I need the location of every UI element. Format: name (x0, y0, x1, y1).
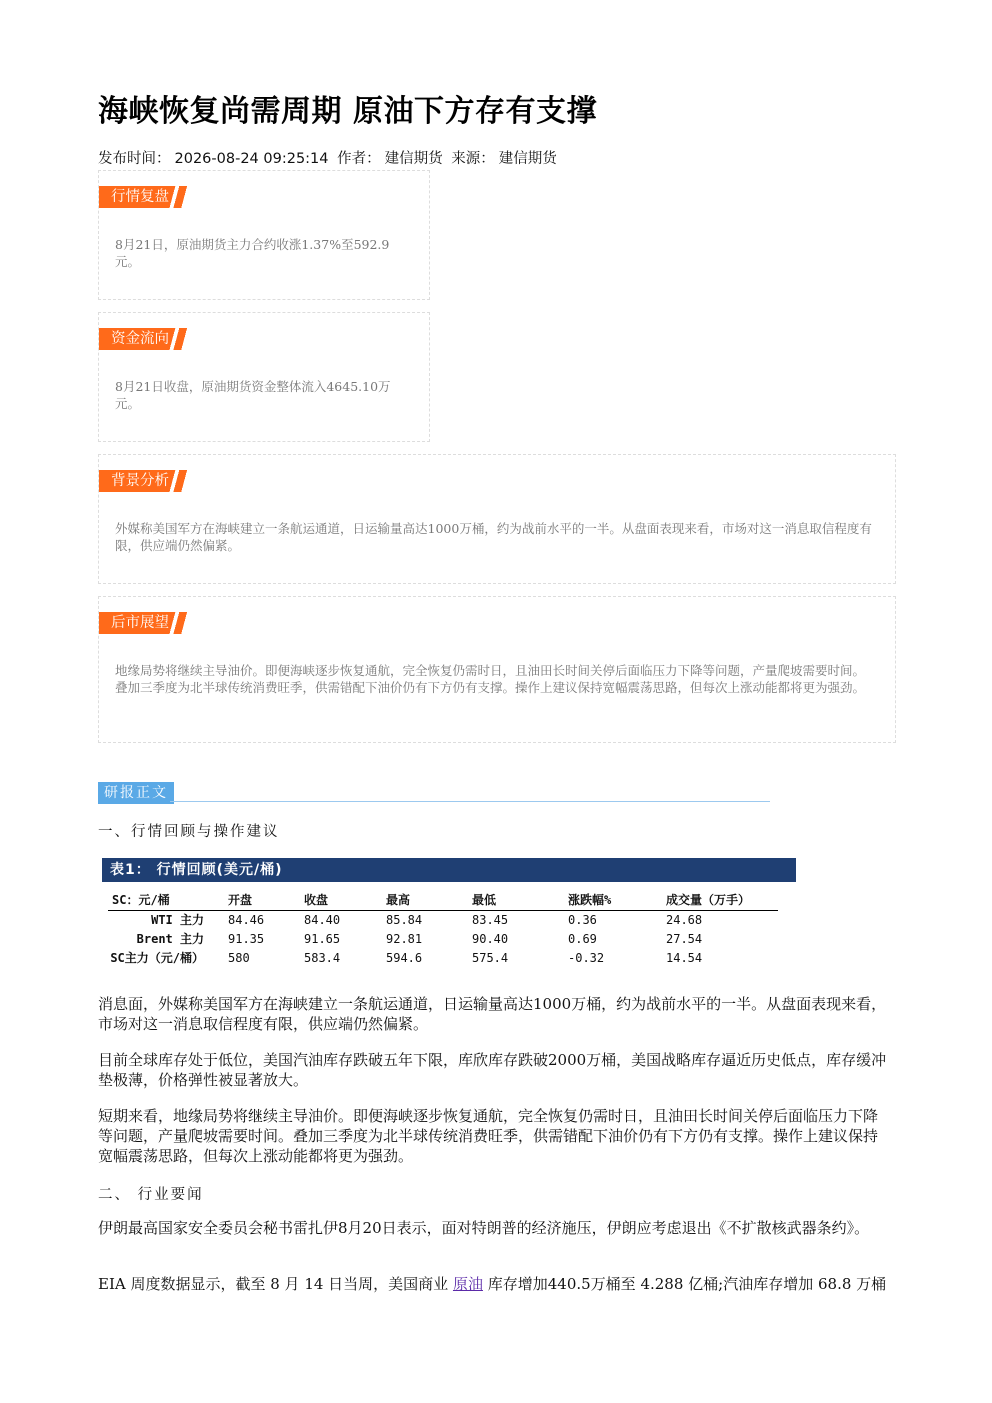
section-heading-review: 一、行情回顾与操作建议 (98, 824, 280, 840)
outlook-tag: 后市展望 (99, 612, 191, 634)
table-cell: 90.40 (472, 932, 509, 946)
outlook-text: 地缘局势将继续主导油价。即便海峡逐步恢复通航，完全恢复仍需时日，且油田长时间关停后面临压力下降等问题，产量爬坡需要时间。叠加三季度为北半球传统消费旺季，供需错配下油价仍有下方仍有支撑。操作上建议保持宽幅震荡思路，但每次上涨动能都将更为强劲。 (115, 663, 866, 695)
publish-label: 发布时间： (98, 151, 171, 167)
table-cell: 27.54 (666, 932, 703, 946)
report-divider (170, 801, 770, 802)
table-row (108, 930, 778, 949)
table-cell: 0.69 (568, 932, 597, 946)
table-cell: 24.68 (666, 913, 703, 927)
paragraph-news: 消息面，外媒称美国军方在海峡建立一条航运通道，日运输量高达1000万桶，约为战前水平的一半。从盘面表现来看，市场对这一消息取信程度有限，供应端仍然偏紧。 (98, 995, 887, 1033)
author-name: 建信期货 (384, 151, 443, 167)
background-box (98, 454, 896, 584)
table-header-cell: 收盘 (304, 893, 329, 907)
table-cell: 85.84 (386, 913, 423, 927)
table-cell: -0.32 (568, 951, 605, 965)
eia-text-before: EIA 周度数据显示，截至 8 月 14 日当周，美国商业 (98, 1275, 453, 1293)
table-header-cell: 成交量（万手） (666, 893, 751, 907)
table-cell: 14.54 (666, 951, 703, 965)
table-cell: 575.4 (472, 951, 509, 965)
table-header-cell: 开盘 (228, 893, 253, 907)
table-cell: Brent 主力 (136, 932, 204, 946)
market-review-tag: 行情复盘 (99, 186, 191, 208)
background-tag: 背景分析 (99, 470, 191, 492)
table-row (108, 949, 778, 968)
table-cell: 580 (228, 951, 250, 965)
paragraph-eia (98, 1274, 890, 1294)
paragraph-outlook: 短期来看，地缘局势将继续主导油价。即便海峡逐步恢复通航，完全恢复仍需时日，且油田长时间关停后面临压力下降等问题，产量爬坡需要时间。叠加三季度为北半球传统消费旺季，供需错配下油价仍有下方仍有支撑。操作上建议保持宽幅震荡思路，但每次上涨动能都将更为强劲。 (98, 1107, 879, 1165)
table-cell: 583.4 (304, 951, 341, 965)
outlook-box (98, 596, 896, 743)
table-cell: 84.40 (304, 913, 341, 927)
table-cell: 594.6 (386, 951, 423, 965)
market-review-box (98, 170, 430, 300)
table-header-row (108, 890, 778, 911)
table-header-cell: 最低 (472, 893, 497, 907)
table-cell: 0.36 (568, 913, 597, 927)
paragraph-inventory: 目前全球库存处于低位，美国汽油库存跌破五年下限，库欣库存跌破2000万桶，美国战略库存逼近历史低点，库存缓冲垫极薄，价格弹性被显著放大。 (98, 1051, 887, 1089)
fund-flow-tag: 资金流向 (99, 328, 191, 350)
table-title-bar (102, 858, 796, 882)
paragraph-iran: 伊朗最高国家安全委员会秘书雷扎伊8月20日表示，面对特朗普的经济施压，伊朗应考虑退出《不扩散核武器条约》。 (98, 1219, 870, 1237)
fund-flow-text: 8月21日收盘，原油期货资金整体流入4645.10万元。 (115, 379, 391, 411)
table-row (108, 911, 778, 930)
market-table (108, 890, 778, 968)
table-title: 表1： 行情回顾(美元/桶) (110, 862, 283, 878)
table-header-cell: 涨跌幅% (568, 893, 612, 907)
report-body-tag: 研报正文 (98, 782, 174, 804)
source-label: 来源： (451, 151, 495, 167)
table-cell: 92.81 (386, 932, 423, 946)
table-header-cell: 最高 (386, 893, 411, 907)
table-cell: 91.35 (228, 932, 265, 946)
table-cell: 84.46 (228, 913, 265, 927)
publish-time: 2026-08-24 09:25:14 (174, 151, 329, 167)
table-cell: SC主力（元/桶） (110, 951, 204, 965)
table-cell: 83.45 (472, 913, 509, 927)
table-cell: 91.65 (304, 932, 341, 946)
author-label: 作者： (337, 151, 381, 167)
background-text: 外媒称美国军方在海峡建立一条航运通道，日运输量高达1000万桶，约为战前水平的一半。从盘面表现来看，市场对这一消息取信程度有限，供应端仍然偏紧。 (115, 521, 872, 553)
source-name: 建信期货 (498, 151, 557, 167)
article-title: 海峡恢复尚需周期 原油下方存有支撑 (98, 94, 597, 129)
section-heading-news: 二、 行业要闻 (98, 1187, 204, 1203)
fund-flow-box (98, 312, 430, 442)
table-cell: WTI 主力 (151, 913, 204, 927)
article-meta (98, 147, 561, 168)
table-header-cell: SC：元/桶 (112, 893, 170, 907)
crude-oil-link[interactable]: 原油 (452, 1275, 483, 1293)
eia-text-after: 库存增加440.5万桶至 4.288 亿桶;汽油库存增加 68.8 万桶 (482, 1275, 887, 1293)
market-review-text: 8月21日，原油期货主力合约收涨1.37%至592.9元。 (115, 237, 390, 269)
